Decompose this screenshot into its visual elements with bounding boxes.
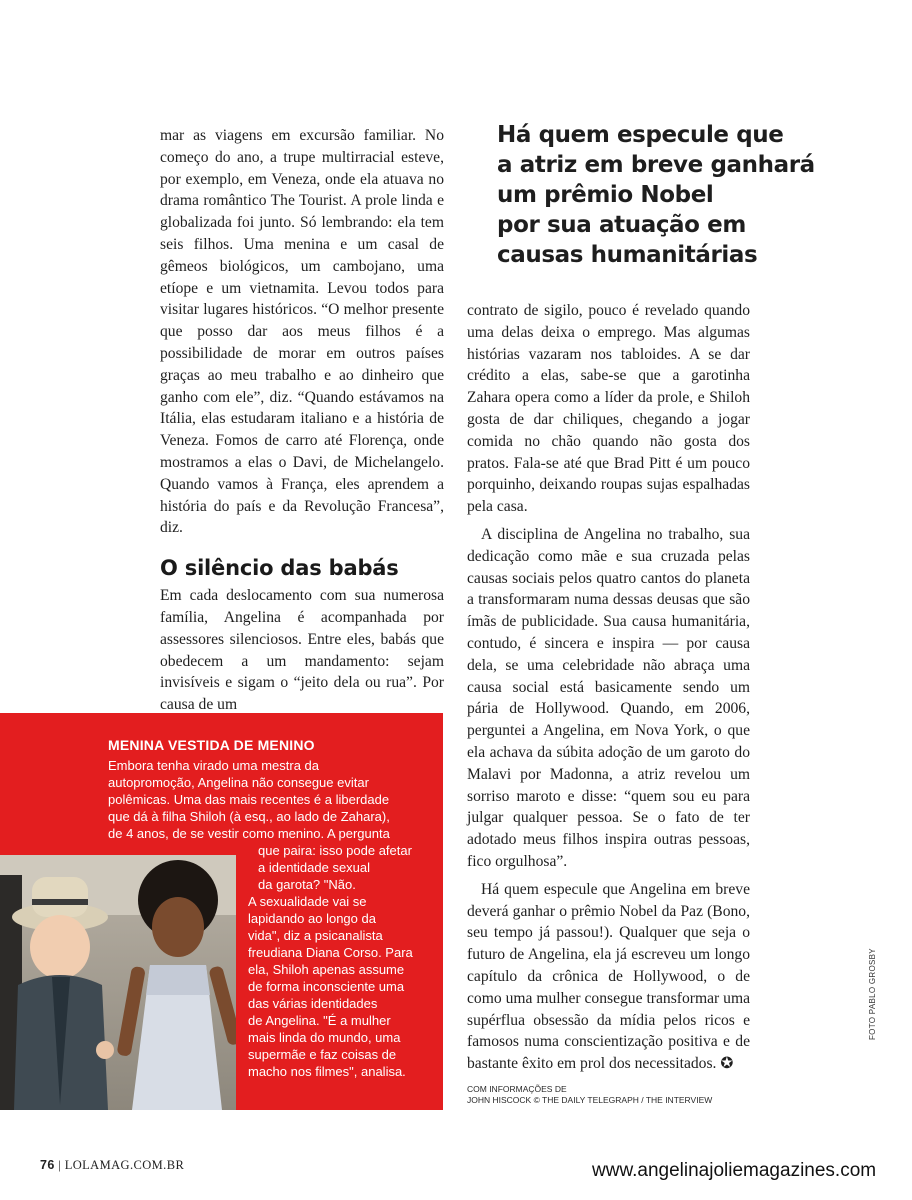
article-paragraph: contrato de sigilo, pouco é revelado quando uma delas deixa o emprego. Mas algumas histórias vazaram nos tabloides. A se dar crédito a elas, sabe-se que a garotinha Zahara opera como a líder da prole, e Shiloh gosta de dar chiliques, chegando a jogar comida no chão quando não gosta dos pratos. Fala-se até que Brad Pitt é um pouco porquinho, deixando roupas sujas espalhadas pela casa. [467,302,750,516]
sidebar-title: MENINA VESTIDA DE MENINO [108,737,315,753]
sidebar-line: ela, Shiloh apenas assume [248,962,405,977]
article-paragraph-text: Há quem especule que Angelina em breve deverá ganhar o prêmio Nobel da Paz (Bono, seu tempo já passou!). Qualquer que seja o futuro de Angelina, ela já escreveu um longo capítulo da crônica de Hollywood, o de como uma mulher consegue transformar uma supérflua obsessão da mídia pelos ricos e famosos numa conscientização positiva e de bastante êxito em prol dos necessitados. [467,880,750,1073]
sidebar-line: vida", diz a psicanalista [248,928,383,943]
sidebar-line: lapidando ao longo da [248,911,376,926]
sidebar-line: de forma inconsciente uma [248,979,405,994]
sidebar-line: que paira: isso pode afetar [258,843,412,858]
sidebar-line: das várias identidades [248,996,378,1011]
sidebar-line: de 4 anos, de se vestir como menino. A pergunta [108,826,390,841]
sidebar-text [108,757,430,1080]
page-footer [40,1158,184,1173]
article-paragraph: mar as viagens em excursão familiar. No começo do ano, a trupe multirracial esteve, por exemplo, em Veneza, onde ela atuava no drama romântico The Tourist. A prole linda e globalizada foi junto. Só lembrando: ela tem seis filhos. Uma menina e um casal de gêmeos biológicos, um cambojano, uma etíope e um vietnamita. Levou todos para visitar lugares históricos. “O melhor presente que posso dar aos meus filhos é a possibilidade de morar em outros países graças ao meu trabalho e ao dinheiro que ganho com ele”, diz. “Quando estávamos na Itália, elas estudaram italiano e a história de Veneza. Fomos de carro até Florença, onde mostramos a elas o Davi, de Michelangelo. Quando vamos à França, eles aprendem a história do país e da Revolução Francesa”, diz. [160,127,444,537]
sidebar-line: que dá à filha Shiloh (à esq., ao lado de Zahara), [108,809,390,824]
article-paragraph: Em cada deslocamento com sua numerosa família, Angelina é acompanhada por assessores silenciosos. Entre eles, babás que obedecem a um mandamento: sejam invisíveis e sigam o “jeito dela ou rua”. Por causa de um [160,587,444,714]
sidebar-line: mais linda do mundo, uma [248,1030,401,1045]
sidebar-line: supermãe e faz coisas de [248,1047,397,1062]
article-paragraph [467,879,750,1075]
credits-line: COM INFORMAÇÕES DE [467,1084,567,1094]
sidebar-line: polêmicas. Uma das mais recentes é a liberdade [108,792,390,807]
pull-quote [497,120,827,270]
article-column-right [467,300,750,1075]
pull-quote-line: um prêmio Nobel [497,182,714,208]
sidebar-box [0,713,443,1110]
pull-quote-line: a atriz em breve ganhará [497,152,815,178]
pull-quote-line: causas humanitárias [497,242,758,268]
sidebar-line: de Angelina. "É a mulher [248,1013,391,1028]
magazine-site: LOLAMAG.COM.BR [64,1158,185,1172]
credits-line: JOHN HISCOCK © THE DAILY TELEGRAPH / THE INTERVIEW [467,1095,713,1105]
sidebar-line: freudiana Diana Corso. Para [248,945,413,960]
footer-separator: | [58,1158,62,1172]
article-credits [467,1084,712,1106]
article-column-left [160,125,444,716]
sidebar-line: autopromoção, Angelina não consegue evitar [108,775,369,790]
sidebar-line: macho nos filmes", analisa. [248,1064,406,1079]
sidebar-line: a identidade sexual [258,860,371,875]
sidebar-line: da garota? "Não. [258,877,356,892]
sidebar-line: A sexualidade vai se [248,894,367,909]
sidebar-line: Embora tenha virado uma mestra da [108,758,319,773]
section-subheading: O silêncio das babás [160,556,399,581]
photo-credit: FOTO PABLO GROSBY [868,948,877,1040]
page-number: 76 [40,1158,55,1172]
end-mark-icon: ✪ [720,1055,734,1073]
pull-quote-line: Há quem especule que [497,122,784,148]
article-paragraph: A disciplina de Angelina no trabalho, sua dedicação como mãe e sua cruzada pelas causas sociais pelos quatro cantos do planeta a transformaram numa dessas deusas que são ímãs de publicidade. Sua causa humanitária, contudo, é sincera e inspira — por causa dela, se uma celebridade não abraça uma causa social está basicamente sendo um pária de Hollywood. Quando, em 2006, perguntei a Angelina, em Nova York, o que ela achava da súbita adoção de um garoto do Malavi por Madonna, a atriz revelou um sorriso maroto e disse: “quem sou eu para julgar qualquer pessoa. Se o fato de ter adotado meus filhos inspira outras pessoas, fico orgulhosa”. [467,525,750,870]
pull-quote-line: por sua atuação em [497,212,746,238]
watermark-url: www.angelinajoliemagazines.com [592,1160,877,1181]
